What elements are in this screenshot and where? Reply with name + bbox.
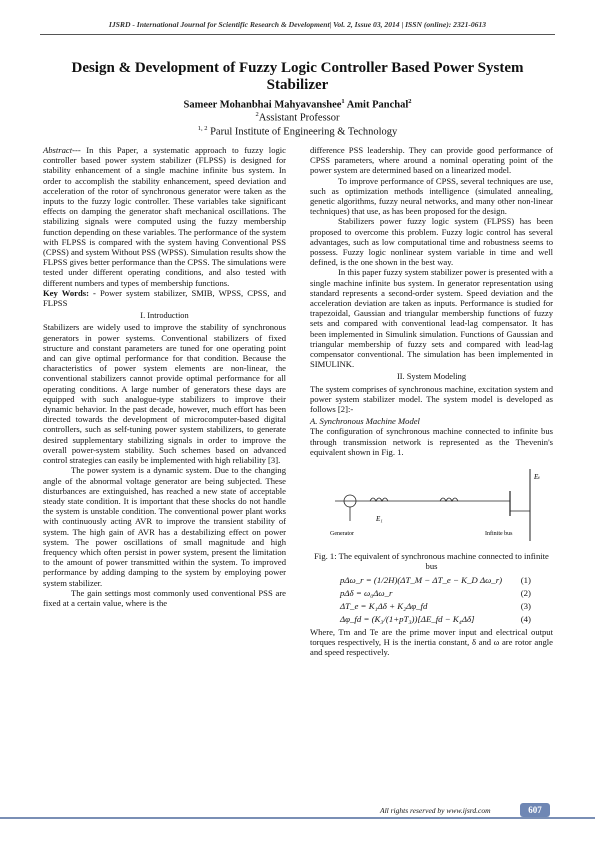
right-paragraph-1: difference PSS leadership. They can provide good performance of CPSS parameters, where around a nominal operating point of the power system are determined based on a linearized model. [310, 145, 553, 176]
paper-title: Design & Development of Fuzzy Logic Controller Based Power System Stabilizer [71, 60, 524, 93]
keywords-label: Key Words: - [43, 287, 96, 298]
abstract-label: Abstract--- [43, 145, 81, 155]
intro-paragraph-2: The power system is a dynamic system. Due to the changing angle of the abnormal voltage generator are being subjected. These disturbances are extinguished, has reached a new state of acceptable steady state condition. It is important that these shocks do not handle the system is unstable condition. The conventional power plant works with continuously acting AVR to improve the transient stability of system. The high gain of AVR has a destabilizing effect on power system. The power oscillations of small magnitude and high frequency which often persist in power system, present the limitation to the amount of power transmitted within the system. To improved performance by adding damping to the system by employing power system stabilizer. [43, 465, 286, 588]
right-paragraph-2: To improve performance of CPSS, several techniques are use, such as optimization methods intelligence (simulated annealing, genetic algorithms, fuzzy neural networks, and many other non-linear techniques) that use, as has been proposed for the design. [310, 175, 553, 217]
equation-1 [310, 575, 553, 588]
equation-4 [310, 614, 553, 627]
header-rule [40, 34, 555, 35]
equation-2-body: pΔδ = ω₀Δω_r [340, 587, 393, 598]
equation-3 [310, 601, 553, 614]
intro-paragraph-1: Stabilizers are widely used to improve the stability of synchronous generators in power systems. Conventional stabilizers of fixed structure and constant parameters are tuned for one operating point and can give optimal performance for that condition. Because the characteristics of power system elements are non-linear, the conventional stabilizers cannot provide optimal performance for all operating conditions. A large number of generators these days are equipped with such analogue-type stabilizers to improve their dynamic behavior. In the past decade, however, much effort has been directed towards the development of microcomputer-based digital controllers, such as self-tuning power system stabilizers, to generate desired supplementary stabilizing signals in order to improve the overall power-system stability. Such schemes based on advanced control strategies can easily be implemented with high reliability [3]. [43, 322, 286, 466]
page-number: 607 [520, 803, 550, 817]
keywords [43, 288, 286, 308]
footer-rule [0, 817, 595, 819]
figure-1-caption: Fig. 1: The equivalent of synchronous machine connected to infinite bus [314, 551, 549, 572]
figure-1 [310, 461, 553, 547]
author-2-sup: 2 [408, 98, 412, 105]
left-column [43, 145, 286, 608]
journal-header: IJSRD - International Journal for Scientific Research & Development| Vol. 2, Issue 03, 2014 | ISSN (online): 2321-0613 [108, 20, 487, 29]
affiliation-1-text: Assistant Professor [258, 112, 340, 124]
section-heading-introduction: I. Introduction [140, 311, 189, 321]
affiliation-2-sup: 1, 2 [197, 125, 208, 132]
footer-rights: All rights reserved by www.ijsrd.com [380, 806, 491, 815]
section-heading-system-modeling: II. System Modeling [396, 372, 467, 382]
right-paragraph-5: The system comprises of synchronous machine, excitation system and power system stabilizer model. The system model is developed as follows [2]:- [310, 383, 553, 415]
right-paragraph-7: Where, Tm and Te are the prime mover input and electrical output torques respectively, H is the inertia constant, δ and ω are rotor angle and speed respectively. [310, 626, 553, 657]
subsection-heading-a: A. Synchronous Machine Model [310, 416, 420, 427]
author-2: Amit Panchal [346, 99, 409, 111]
keywords-text: Power system stabilizer, SMIB, WPSS, CPSS, and FLPSS [43, 287, 286, 309]
right-paragraph-3: Stabilizers power fuzzy logic system (FLPSS) has been proposed to overcome this problem. Fuzzy logic control has several advantages, such as low computational time and robustness seems to possess. Fuzzy logic nonlinear system variable in time and well defined, is the one shown in the best way. [310, 216, 553, 268]
equation-3-number: (3) [520, 600, 531, 611]
equation-2 [310, 588, 553, 601]
equation-4-number: (4) [520, 613, 531, 624]
affiliation-1-sup: 2 [255, 111, 259, 118]
affiliation-2-text: Parul Institute of Engineering & Technology [210, 126, 398, 138]
label-generator: Generator [330, 531, 354, 538]
author-1: Sameer Mohanbhai Mahyavanshee [183, 99, 342, 111]
abstract [43, 145, 286, 288]
equation-3-body: ΔT_e = K₁Δδ + K₂Δφ_fd [340, 600, 428, 611]
abstract-text: In this Paper, a systematic approach to fuzzy logic controller based power system stabilizer (FLPSS) is designed for stability enhancement of a single machine infinite bus system. In order to accomplish the stability enhancement, speed deviation and acceleration of the rotor of synchronous generator were taken as the inputs to the fuzzy logic controller. These variables take significant effects on damping the generator shaft mechanical oscillations. The stabilizing signals were computed using the fuzzy membership function depending on these variables. The performance of the system with FLPSS is compared with the system having Conventional PSS (CPSS) and system Without PSS (WPSS). Simulation results show the FLPSS gives better performance than the CPSS. The simulations were tested under different operating conditions, and also tested with different numbers and types of membership functions. [43, 145, 286, 288]
right-column [310, 145, 553, 657]
right-paragraph-4: In this paper fuzzy system stabilizer power is presented with a single machine infinite bus system. In generator representation using standard represents a second-order system. Speed deviation and the acceleration deviation are taken as inputs. Performance is studied for trapezoidal, Gaussian and triangular membership functions of fuzzy sets and compared with conventional lead-lag compensator. It has been implemented in Simulink simulation. Functions of Gaussian and triangular membership of fuzzy sets and compared with lead-lag compensator conventional. The simulation has been implemented in SIMULINK. [310, 267, 553, 370]
affiliation-2 [40, 123, 555, 139]
equation-1-body: pΔω_r = (1/2H)(ΔT_M − ΔT_e − K_D Δω_r) [340, 574, 503, 585]
intro-paragraph-3: The gain settings most commonly used conventional PSS are fixed at a certain value, where is the [43, 587, 286, 608]
label-et: Eₜ [534, 473, 541, 482]
label-infinite-bus: Infinite bus [485, 531, 513, 538]
label-e1: E₁ [376, 515, 383, 524]
author-1-sup: 1 [341, 98, 345, 105]
right-paragraph-6: The configuration of synchronous machine connected to infinite bus through transmission network is represented as the Thevenin's equivalent shown in Fig. 1. [310, 426, 553, 457]
equation-1-number: (1) [520, 574, 531, 585]
equation-2-number: (2) [520, 587, 531, 598]
equation-4-body: Δφ_fd = (K₃/(1+pT₃))[ΔE_fd − K₄Δδ] [340, 613, 475, 624]
circuit-diagram [310, 461, 553, 547]
